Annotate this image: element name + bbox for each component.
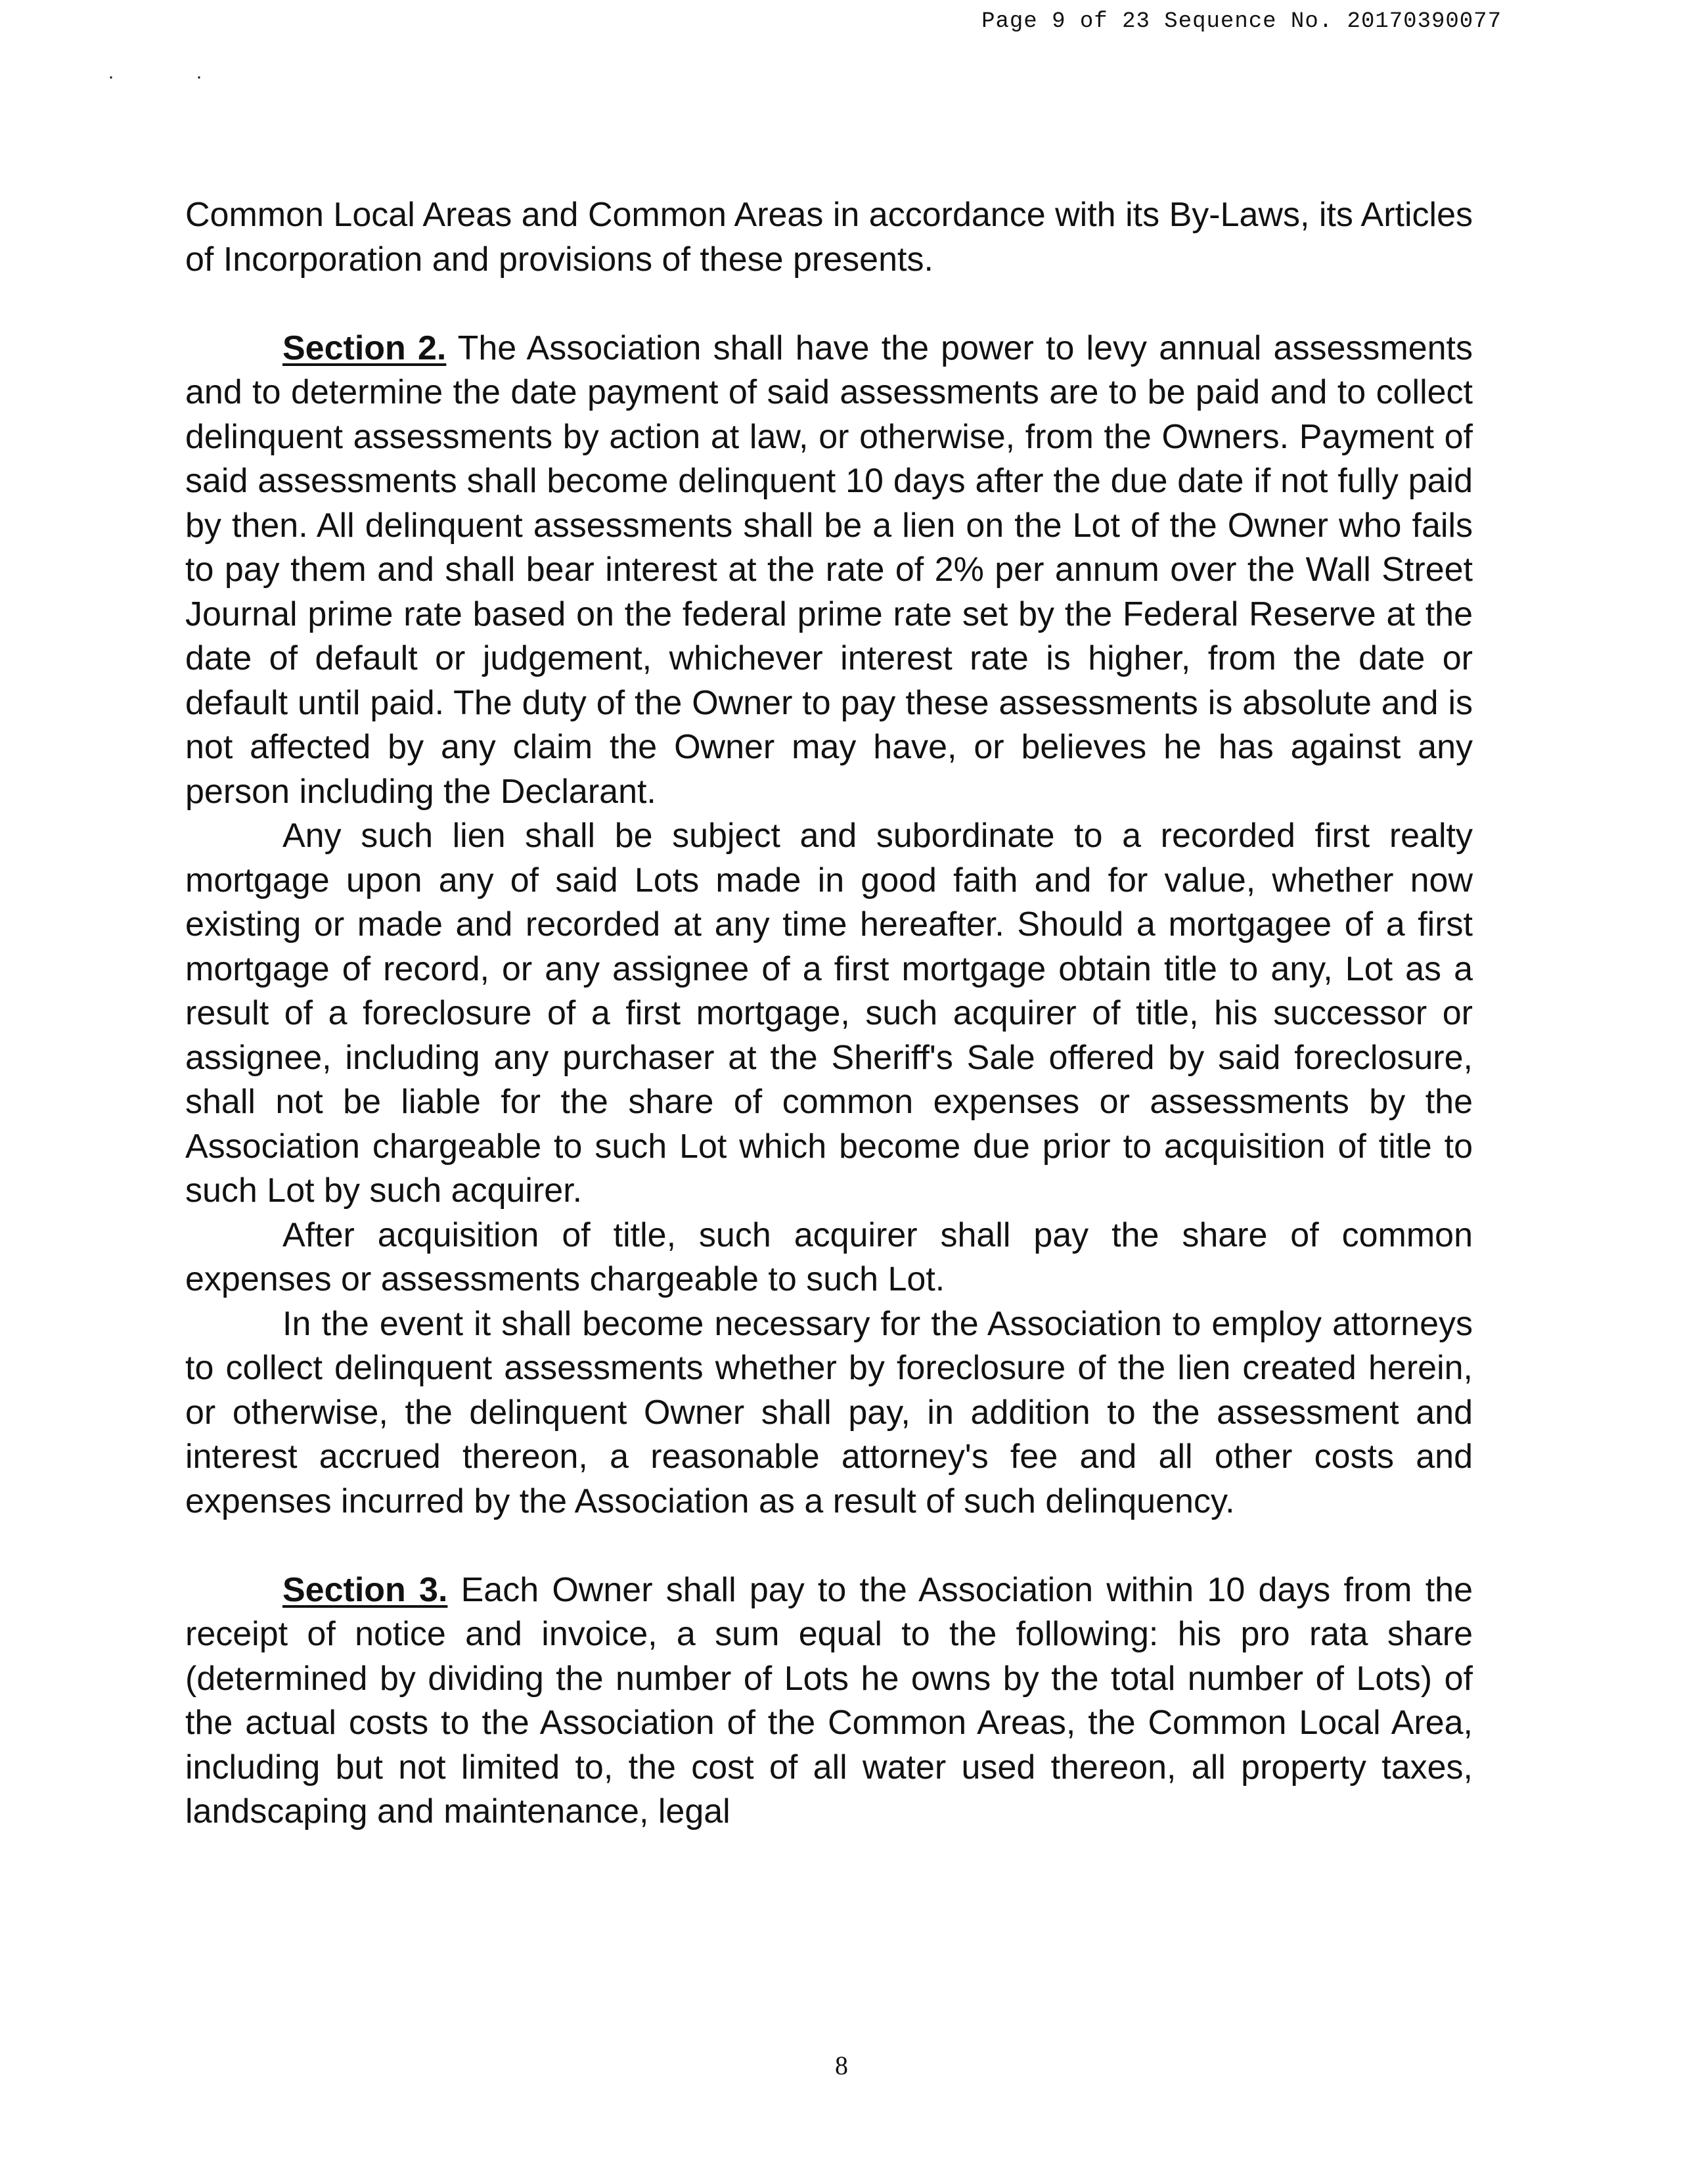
acquirer-paragraph: After acquisition of title, such acquirer shall pay the share of common expenses or assessments chargeable to such Lot. [185, 1216, 1473, 1298]
section-2-text: The Association shall have the power to levy annual assessments and to determine the date payment of said assessments are to be paid and to collect delinquent assessments by action at law, or otherwise, from the Owners. Payment of said assessments shall become delinquent 10 days after the due date if not fully paid by then. All delinquent assessments shall be a lien on the Lot of the Owner who fails to pay them and shall bear interest at the rate of 2% per annum over the Wall Street Journal prime rate based on the federal prime rate set by the Federal Reserve at the date of default or judgement, whichever interest rate is higher, from the date or default until paid. The duty of the Owner to pay these assessments is absolute and is not affected by any claim the Owner may have, or believes he has against any person including the Declarant. [185, 329, 1473, 811]
attorney-fees-paragraph: In the event it shall become necessary for the Association to employ attorneys to collect delinquent assessments whether by foreclosure of the lien created herein, or otherwise, the delinquent Owner shall pay, in addition to the assessment and interest accrued thereon, a reasonable attorney's fee and all other costs and expenses incurred by the Association as a result of such delinquency. [185, 1304, 1473, 1520]
page-header-sequence: Page 9 of 23 Sequence No. 20170390077 [981, 9, 1502, 34]
section-3-paragraph [185, 1568, 1473, 1834]
document-body [185, 193, 1473, 1834]
scan-speck: · [108, 66, 114, 87]
section-2-paragraph [185, 327, 1473, 815]
section-2-heading: Section 2. [282, 329, 447, 367]
section-3-text: Each Owner shall pay to the Association within 10 days from the receipt of notice and invoice, a sum equal to the following: his pro rata share (determined by dividing the number of Lots he owns by the total number of Lots) of the actual costs to the Association of the Common Areas, the Common Local Area, including but not limited to, the cost of all water used thereon, all property taxes, landscaping and maintenance, legal [185, 1570, 1473, 1831]
intro-paragraph: Common Local Areas and Common Areas in accordance with its By-Laws, its Articles of Incorporation and provisions of these presents. [185, 196, 1473, 279]
lien-subordination-paragraph: Any such lien shall be subject and subordinate to a recorded first realty mortgage upon any of said Lots made in good faith and for value, whether now existing or made and recorded at any time hereafter. Should a mortgagee of a first mortgage of record, or any assignee of a first mortgage obtain title to any, Lot as a result of a foreclosure of a first mortgage, such acquirer of title, his successor or assignee, including any purchaser at the Sheriff's Sale offered by said foreclosure, shall not be liable for the share of common expenses or assessments by the Association chargeable to such Lot which become due prior to acquisition of title to such Lot by such acquirer. [185, 817, 1473, 1210]
scan-speck: · [196, 66, 202, 87]
section-3-heading: Section 3. [282, 1570, 448, 1609]
page-number: 8 [835, 2051, 848, 2080]
